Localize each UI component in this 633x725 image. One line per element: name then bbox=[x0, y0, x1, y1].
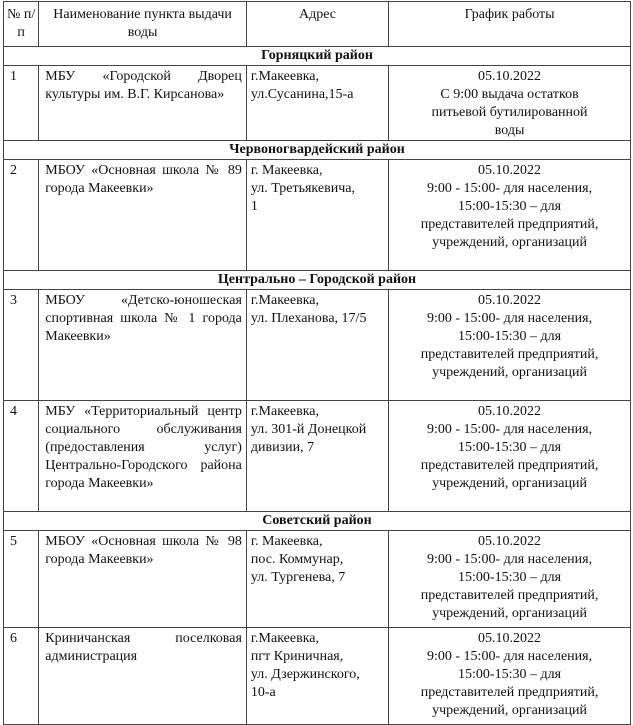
schedule-line: 05.10.2022 bbox=[478, 631, 542, 646]
district-row bbox=[4, 512, 631, 531]
schedule-line: учреждений, организаций bbox=[432, 235, 587, 250]
point-schedule bbox=[389, 531, 631, 628]
header-num: № п/п bbox=[4, 2, 39, 47]
table-row bbox=[4, 66, 631, 141]
point-address bbox=[246, 628, 388, 725]
schedule-line: 05.10.2022 bbox=[478, 534, 542, 549]
table-row bbox=[4, 160, 631, 271]
address-line: г. Макеевка, bbox=[250, 534, 323, 549]
schedule-line: учреждений, организаций bbox=[432, 703, 587, 718]
point-schedule bbox=[389, 628, 631, 725]
schedule-line: 9:00 - 15:00- для населения, bbox=[427, 311, 593, 326]
schedule-line: 9:00 - 15:00- для населения, bbox=[427, 649, 593, 664]
point-address bbox=[246, 531, 388, 628]
row-number: 6 bbox=[4, 628, 39, 725]
address-line: г.Макеевка, bbox=[250, 631, 320, 646]
table-row bbox=[4, 628, 631, 725]
row-number: 5 bbox=[4, 531, 39, 628]
schedule-line: учреждений, организаций bbox=[432, 476, 587, 491]
point-name: Криничанская поселковая администрация bbox=[39, 628, 247, 725]
point-schedule bbox=[389, 66, 631, 141]
district-name: Центрально – Городской район bbox=[4, 271, 631, 290]
address-line: ул. 301-й Донецкой bbox=[250, 422, 367, 437]
district-name: Горняцкий район bbox=[4, 47, 631, 66]
schedule-line: воды bbox=[494, 123, 525, 138]
schedule-line: учреждений, организаций bbox=[432, 606, 587, 621]
schedule-line: представителей предприятий, bbox=[420, 347, 599, 362]
point-address bbox=[246, 290, 388, 401]
address-line: пос. Коммунар, bbox=[250, 552, 344, 567]
address-line: 10-а bbox=[250, 685, 276, 700]
address-line: г. Макеевка, bbox=[250, 163, 323, 178]
district-row bbox=[4, 47, 631, 66]
point-schedule bbox=[389, 290, 631, 401]
point-name: МБУ «Городской Дворец культуры им. В.Г. Кирсанова» bbox=[39, 66, 247, 141]
address-line: ул. Плеханова, 17/5 bbox=[250, 311, 367, 326]
address-line: ул. Третьякевича, bbox=[250, 181, 355, 196]
address-line: пгт Криничная, bbox=[250, 649, 344, 664]
schedule-line: 15:00-15:30 – для bbox=[458, 199, 562, 214]
schedule-line: 05.10.2022 bbox=[478, 293, 542, 308]
schedule-line: 15:00-15:30 – для bbox=[458, 570, 562, 585]
schedule-line: представителей предприятий, bbox=[420, 458, 599, 473]
schedule-line: 15:00-15:30 – для bbox=[458, 440, 562, 455]
point-name: МБОУ «Основная школа № 98 города Макеевки» bbox=[39, 531, 247, 628]
schedule-line: 9:00 - 15:00- для населения, bbox=[427, 422, 593, 437]
district-row bbox=[4, 141, 631, 160]
address-line: дивизии, 7 bbox=[250, 440, 315, 455]
schedule-line: питьевой бутилированной bbox=[431, 105, 588, 120]
schedule-line: 15:00-15:30 – для bbox=[458, 667, 562, 682]
header-schedule: График работы bbox=[389, 2, 631, 47]
point-address bbox=[246, 66, 388, 141]
row-number: 4 bbox=[4, 401, 39, 512]
address-line: г.Макеевка, bbox=[250, 293, 320, 308]
table-row bbox=[4, 401, 631, 512]
address-line: ул. Тургенева, 7 bbox=[250, 570, 346, 585]
district-name: Червоногвардейский район bbox=[4, 141, 631, 160]
schedule-line: С 9:00 выдача остатков bbox=[440, 87, 579, 102]
point-name: МБОУ «Детско-юношеская спортивная школа № 1 города Макеевки» bbox=[39, 290, 247, 401]
address-line: г.Макеевка, bbox=[250, 404, 320, 419]
point-schedule bbox=[389, 160, 631, 271]
table-header-row bbox=[4, 2, 631, 47]
point-name: МБУ «Территориальный центр социального обслуживания (предоставления услуг) Центрально-Городского района города Макеевки» bbox=[39, 401, 247, 512]
address-line: ул.Сусанина,15-а bbox=[250, 87, 354, 102]
address-line: ул. Дзержинского, bbox=[250, 667, 360, 682]
address-line: 1 bbox=[250, 199, 258, 214]
address-line: г.Макеевка, bbox=[250, 69, 320, 84]
district-row bbox=[4, 271, 631, 290]
point-name: МБОУ «Основная школа № 89 города Макеевки» bbox=[39, 160, 247, 271]
row-number: 3 bbox=[4, 290, 39, 401]
district-name: Советский район bbox=[4, 512, 631, 531]
schedule-line: 9:00 - 15:00- для населения, bbox=[427, 552, 593, 567]
point-address bbox=[246, 401, 388, 512]
schedule-line: 05.10.2022 bbox=[478, 69, 542, 84]
schedule-line: 05.10.2022 bbox=[478, 163, 542, 178]
table-row bbox=[4, 290, 631, 401]
header-name: Наименование пункта выдачи воды bbox=[39, 2, 247, 47]
schedule-line: 15:00-15:30 – для bbox=[458, 329, 562, 344]
schedule-line: 9:00 - 15:00- для населения, bbox=[427, 181, 593, 196]
row-number: 2 bbox=[4, 160, 39, 271]
point-address bbox=[246, 160, 388, 271]
header-address: Адрес bbox=[246, 2, 388, 47]
schedule-line: представителей предприятий, bbox=[420, 685, 599, 700]
table-row bbox=[4, 531, 631, 628]
schedule-line: представителей предприятий, bbox=[420, 217, 599, 232]
water-distribution-table bbox=[3, 1, 631, 725]
schedule-line: 05.10.2022 bbox=[478, 404, 542, 419]
row-number: 1 bbox=[4, 66, 39, 141]
point-schedule bbox=[389, 401, 631, 512]
schedule-line: представителей предприятий, bbox=[420, 588, 599, 603]
schedule-line: учреждений, организаций bbox=[432, 365, 587, 380]
